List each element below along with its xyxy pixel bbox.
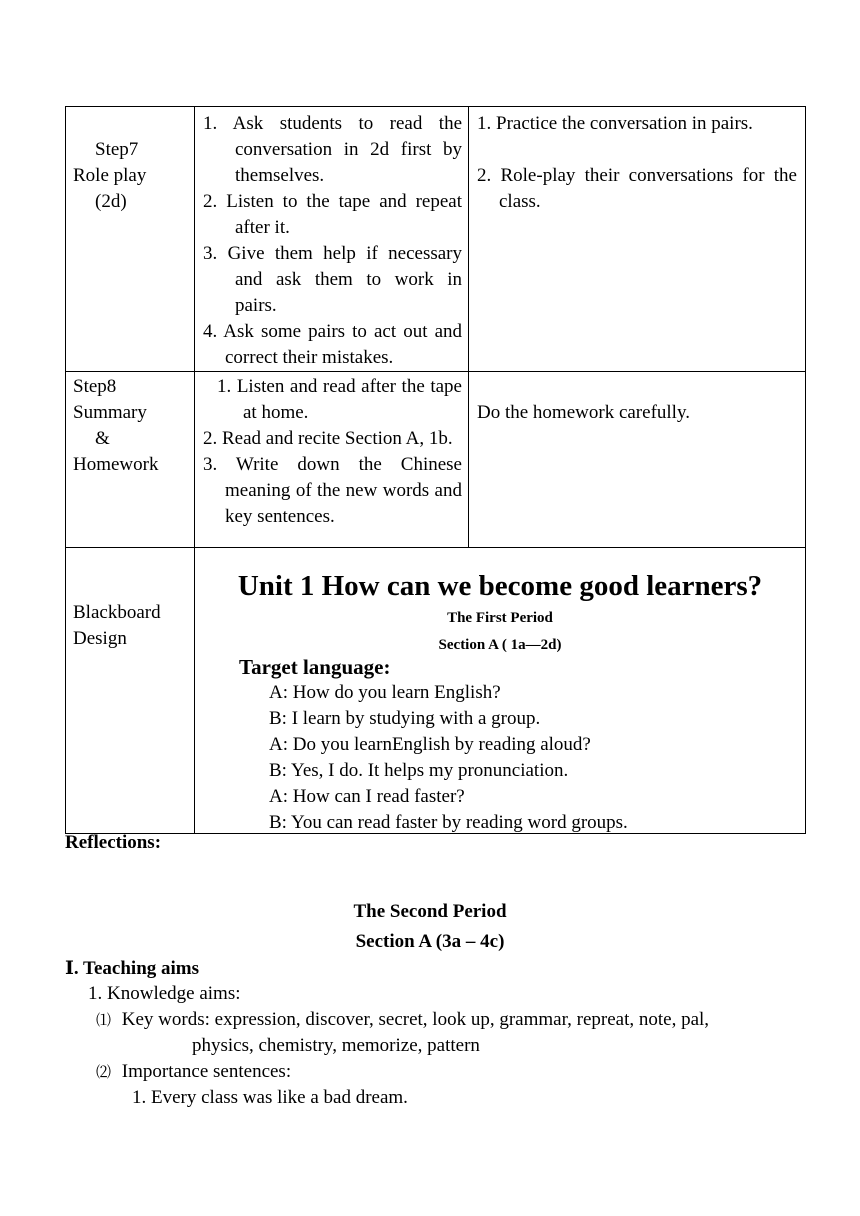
- step8-title: Step8: [73, 376, 117, 397]
- step7-teacher-item-1: 1. Ask students to read the conversation in 2d first by themselves.: [203, 113, 463, 186]
- lesson-plan-table: [65, 106, 806, 834]
- blackboard-label-2: Design: [73, 628, 127, 649]
- blackboard-section: Section A ( 1a—2d): [438, 637, 562, 653]
- step8-teacher-item-3: 3. Write down the Chinese meaning of the new words and key sentences.: [203, 454, 462, 527]
- step8-teacher-item-2: 2. Read and recite Section A, 1b.: [203, 428, 453, 449]
- dialogue-line: A: How can I read faster?: [269, 786, 465, 807]
- blackboard-label-cell: [66, 548, 195, 834]
- table-row-blackboard: [66, 548, 806, 834]
- step7-name: Role play: [73, 165, 147, 186]
- importance-sentences-line: [96, 1061, 291, 1083]
- teaching-aims-label: Teaching aims: [78, 958, 200, 979]
- step7-teacher-item-4: 4. Ask some pairs to act out and correct their mistakes.: [203, 321, 463, 368]
- step7-teacher-item-3: 3. Give them help if necessary and ask them to work in pairs.: [203, 243, 462, 316]
- key-words-line: [96, 1009, 709, 1031]
- teaching-aims-heading: [65, 957, 199, 980]
- knowledge-aims: 1. Knowledge aims:: [88, 983, 241, 1004]
- dialogue-line: A: How do you learn English?: [269, 682, 501, 703]
- second-period-title: The Second Period: [353, 901, 507, 922]
- importance-number: ⑵: [96, 1065, 112, 1081]
- target-language-label: Target language:: [239, 655, 391, 679]
- key-words-text: Key words: expression, discover, secret, look up, grammar, repreat, note, pal,: [121, 1009, 710, 1030]
- blackboard-design-cell: [195, 548, 806, 834]
- dialogue-line: B: Yes, I do. It helps my pronunciation.: [269, 760, 569, 781]
- step7-student-item-2: 2. Role-play their conversations for the class.: [477, 165, 797, 212]
- sentence-1: 1. Every class was like a bad dream.: [132, 1087, 408, 1108]
- blackboard-title: Unit 1 How can we become good learners?: [237, 570, 763, 602]
- step7-student-item-1: 1. Practice the conversation in pairs.: [477, 113, 753, 134]
- dialogue-line: A: Do you learnEnglish by reading aloud?: [269, 734, 591, 755]
- dialogue-line: B: You can read faster by reading word groups.: [269, 812, 628, 833]
- step7-students-cell: [469, 107, 806, 372]
- second-period-section: Section A (3a – 4c): [355, 931, 505, 952]
- blackboard-label-1: Blackboard: [73, 602, 161, 623]
- dialogue-line: B: I learn by studying with a group.: [269, 708, 541, 729]
- step8-teacher-cell: [195, 372, 469, 548]
- step7-teacher-cell: [195, 107, 469, 372]
- teaching-aims-number: Ⅰ.: [65, 958, 79, 979]
- blackboard-period: The First Period: [447, 610, 553, 626]
- step8-name-2: Homework: [73, 454, 159, 475]
- table-row-step7: [66, 107, 806, 372]
- key-words-continued: physics, chemistry, memorize, pattern: [192, 1035, 480, 1056]
- importance-label: Importance sentences:: [121, 1061, 292, 1082]
- step8-ampersand: &: [95, 428, 110, 449]
- step8-teacher-item-1: 1. Listen and read after the tape at home.: [217, 376, 462, 423]
- step8-label-cell: [66, 372, 195, 548]
- step8-student-text: Do the homework carefully.: [477, 402, 690, 423]
- step7-section: (2d): [95, 191, 127, 212]
- step7-teacher-item-2: 2. Listen to the tape and repeat after it.: [203, 191, 463, 238]
- step8-name-1: Summary: [73, 402, 147, 423]
- step7-label-cell: [66, 107, 195, 372]
- target-language-lines: [269, 680, 628, 836]
- reflections-heading: Reflections:: [65, 832, 162, 853]
- step7-title: Step7: [95, 139, 139, 160]
- key-words-number: ⑴: [96, 1013, 112, 1029]
- step8-students-cell: [469, 372, 806, 548]
- table-row-step8: [66, 372, 806, 548]
